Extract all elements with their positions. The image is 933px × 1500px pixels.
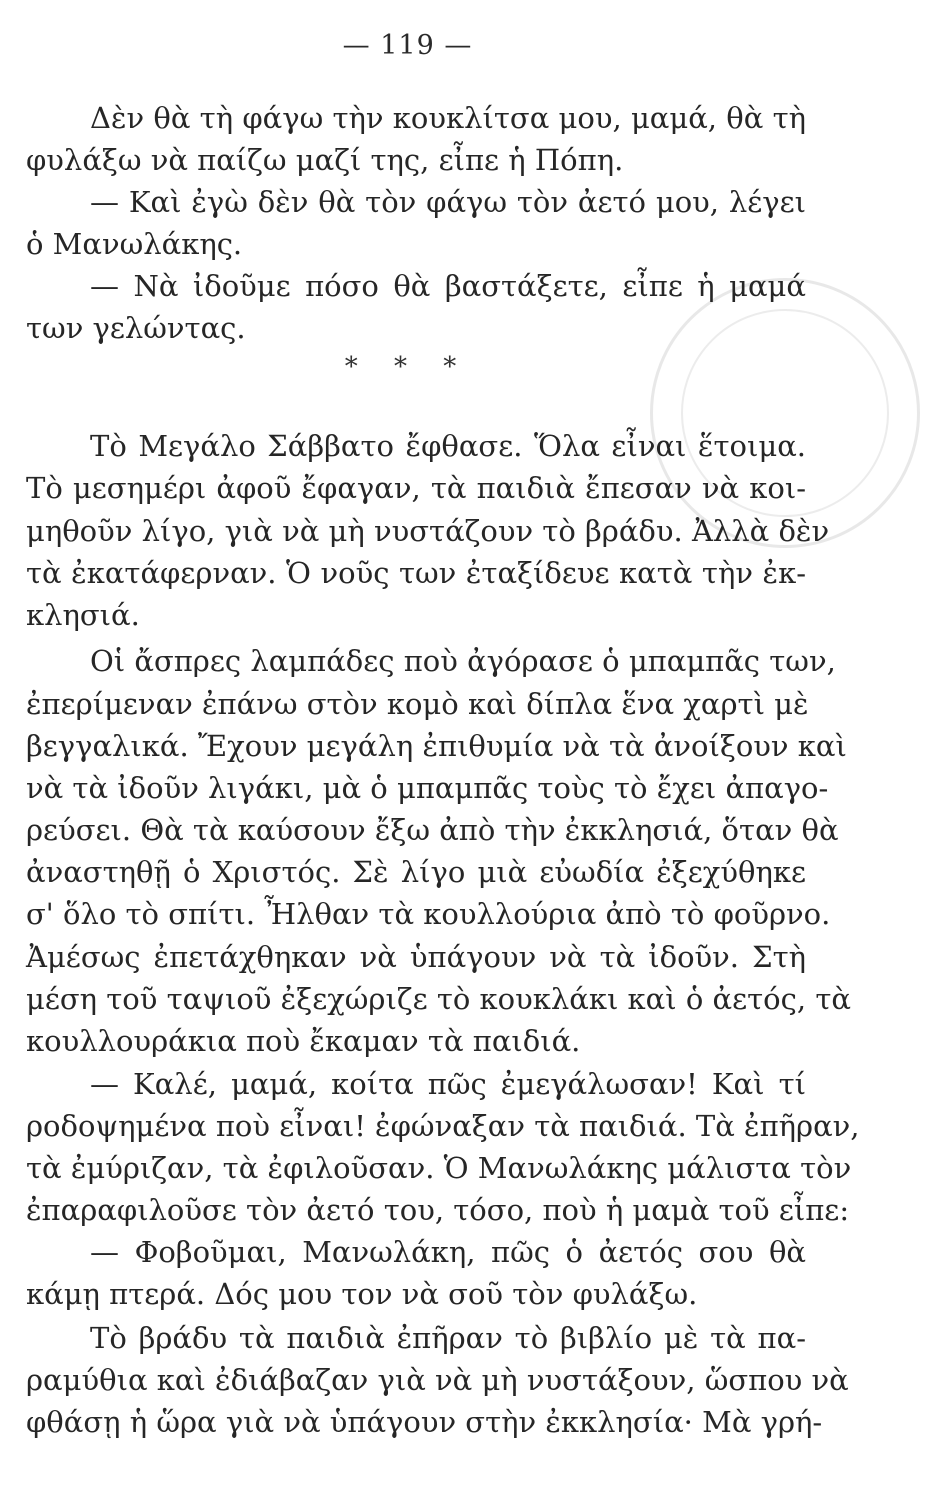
text-line: φθάσῃ ἡ ὥρα γιὰ νὰ ὑπάγουν στὴν ἐκκλησία· Μὰ γρή- xyxy=(26,1405,823,1439)
text-line: Τὸ μεσημέρι ἀφοῦ ἔφαγαν, τὰ παιδιὰ ἔπεσαν νὰ κοι- xyxy=(26,471,806,505)
text-line: ἐπερίμεναν ἐπάνω στὸν κομὸ καὶ δίπλα ἕνα χαρτὶ μὲ xyxy=(26,687,809,721)
text-line: μηθοῦν λίγο, γιὰ νὰ μὴ νυστάζουν τὸ βράδυ. Ἀλλὰ δὲν xyxy=(26,514,830,548)
text-line: — Φοβοῦμαι, Μανωλάκη, πῶς ὁ ἀετός σου θὰ xyxy=(90,1235,806,1269)
text-line: Ἀμέσως ἐπετάχθηκαν νὰ ὑπάγουν νὰ τὰ ἰδοῦν. Στὴ xyxy=(26,940,806,974)
text-line: νὰ τὰ ἰδοῦν λιγάκι, μὰ ὁ μπαμπᾶς τοὺς τὸ ἔχει ἀπαγο- xyxy=(26,771,829,805)
text-line: — Καὶ ἐγὼ δὲν θὰ τὸν φάγω τὸν ἀετό μου, λέγει xyxy=(90,185,806,219)
text-line: ραμύθια καὶ ἐδιάβαζαν γιὰ νὰ μὴ νυστάξουν, ὥσπου νὰ xyxy=(26,1363,849,1397)
text-line: μέση τοῦ ταψιοῦ ἐξεχώριζε τὸ κουκλάκι καὶ ὁ ἀετός, τὰ xyxy=(26,982,851,1016)
text-line: ρεύσει. Θὰ τὰ καύσουν ἔξω ἀπὸ τὴν ἐκκλησιά, ὅταν θὰ xyxy=(26,813,839,847)
text-line: τὰ ἐμύριζαν, τὰ ἐφιλοῦσαν. Ὁ Μανωλάκης μάλιστα τὸν xyxy=(26,1151,852,1185)
text-line: βεγγαλικά. Ἔχουν μεγάλη ἐπιθυμία νὰ τὰ ἀνοίξουν καὶ xyxy=(26,729,847,763)
text-line: ἐπαραφιλοῦσε τὸν ἀετό του, τόσο, ποὺ ἡ μαμὰ τοῦ εἶπε: xyxy=(26,1193,850,1227)
text-line: Τὸ Μεγάλο Σάββατο ἔφθασε. Ὅλα εἶναι ἕτοιμα. xyxy=(90,429,806,463)
text-line: Δὲν θὰ τὴ φάγω τὴν κουκλίτσα μου, μαμά, θὰ τὴ xyxy=(90,101,806,135)
text-line: κουλλουράκια ποὺ ἔκαμαν τὰ παιδιά. xyxy=(26,1024,581,1058)
text-line: — Καλέ, μαμά, κοίτα πῶς ἐμεγάλωσαν! Καὶ τί xyxy=(90,1067,806,1101)
text-line: ροδοψημένα ποὺ εἶναι! ἐφώναξαν τὰ παιδιά. Τὰ ἐπῆραν, xyxy=(26,1109,860,1143)
text-line: Τὸ βράδυ τὰ παιδιὰ ἐπῆραν τὸ βιβλίο μὲ τὰ πα- xyxy=(90,1321,806,1355)
text-line: — Νὰ ἰδοῦμε πόσο θὰ βαστάξετε, εἶπε ἡ μαμά xyxy=(90,269,806,303)
text-line: σ' ὅλο τὸ σπίτι. Ἦλθαν τὰ κουλλούρια ἀπὸ τὸ φοῦρνο. xyxy=(26,897,831,931)
text-line: ἀναστηθῇ ὁ Χριστός. Σὲ λίγο μιὰ εὐωδία ἐξεχύθηκε xyxy=(26,855,806,889)
page-number: — 119 — xyxy=(342,30,473,61)
section-separator: * * * xyxy=(344,352,471,382)
text-line: φυλάξω νὰ παίζω μαζί της, εἶπε ἡ Πόπη. xyxy=(26,143,624,177)
text-line: κάμῃ πτερά. Δός μου τον νὰ σοῦ τὸν φυλάξω. xyxy=(26,1277,698,1311)
text-line: των γελώντας. xyxy=(26,311,246,345)
text-line: Οἱ ἄσπρες λαμπάδες ποὺ ἀγόρασε ὁ μπαμπᾶς των, xyxy=(90,644,836,678)
text-line: κλησιά. xyxy=(26,598,140,632)
text-line: τὰ ἐκατάφερναν. Ὁ νοῦς των ἐταξίδευε κατὰ τὴν ἐκ- xyxy=(26,556,806,590)
text-line: ὁ Μανωλάκης. xyxy=(26,227,243,261)
